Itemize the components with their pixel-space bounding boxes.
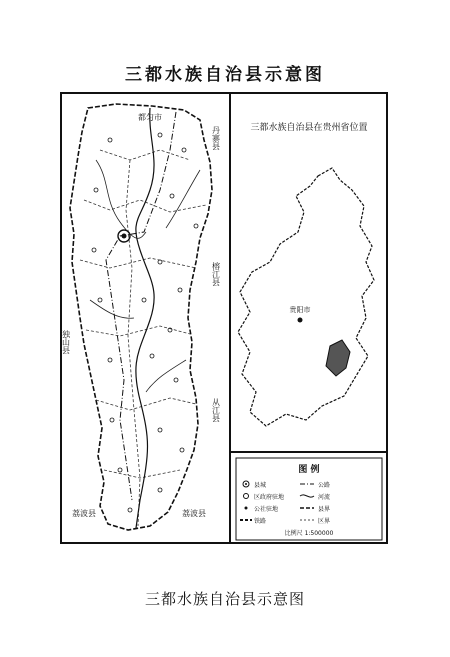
caption: 三都水族自治县示意图: [144, 590, 305, 608]
neighbor-south-west-label: 荔波县: [72, 509, 96, 518]
inset-title: 三都水族自治县在贵州省位置: [250, 123, 368, 133]
legend-col-2: [300, 481, 330, 525]
capital-label: 贵阳市: [289, 306, 311, 314]
legend-item-commune-seat: 公社驻地: [254, 506, 279, 513]
neighbor-west-label: 独山县: [61, 330, 71, 354]
sandu-highlight: [326, 340, 350, 376]
legend-item-district-border: 区界: [318, 518, 331, 525]
county-map: [70, 104, 212, 530]
county-boundary: [70, 104, 212, 530]
legend-item-river: 河流: [318, 494, 331, 501]
legend-item-county-seat: 县城: [254, 482, 267, 489]
province-boundary: [238, 168, 374, 426]
neighbor-east-mid-label: 榕江县: [211, 262, 221, 286]
neighbor-south-label: 荔波县: [182, 509, 206, 518]
neighbor-east-top-label: 丹寨县: [211, 126, 221, 150]
legend-heading: 图 例: [298, 465, 320, 475]
legend-scale: 比例尺 1:500000: [284, 530, 334, 537]
legend-item-railway: 铁路: [254, 518, 267, 525]
legend-col-1: [240, 481, 284, 525]
settlement-markers: [92, 133, 198, 512]
legend-item-highway: 公路: [318, 482, 331, 489]
legend-item-county-border: 县界: [318, 506, 331, 513]
province-inset-map: [238, 168, 374, 426]
capital-marker: [298, 318, 303, 323]
highway: [106, 112, 176, 500]
neighbor-north-label: 都匀市: [138, 113, 162, 122]
legend-item-district-seat: 区政府驻地: [254, 494, 285, 501]
map-title: 三都水族自治县示意图: [125, 65, 325, 85]
neighbor-east-bottom-label: 从江县: [211, 398, 221, 422]
